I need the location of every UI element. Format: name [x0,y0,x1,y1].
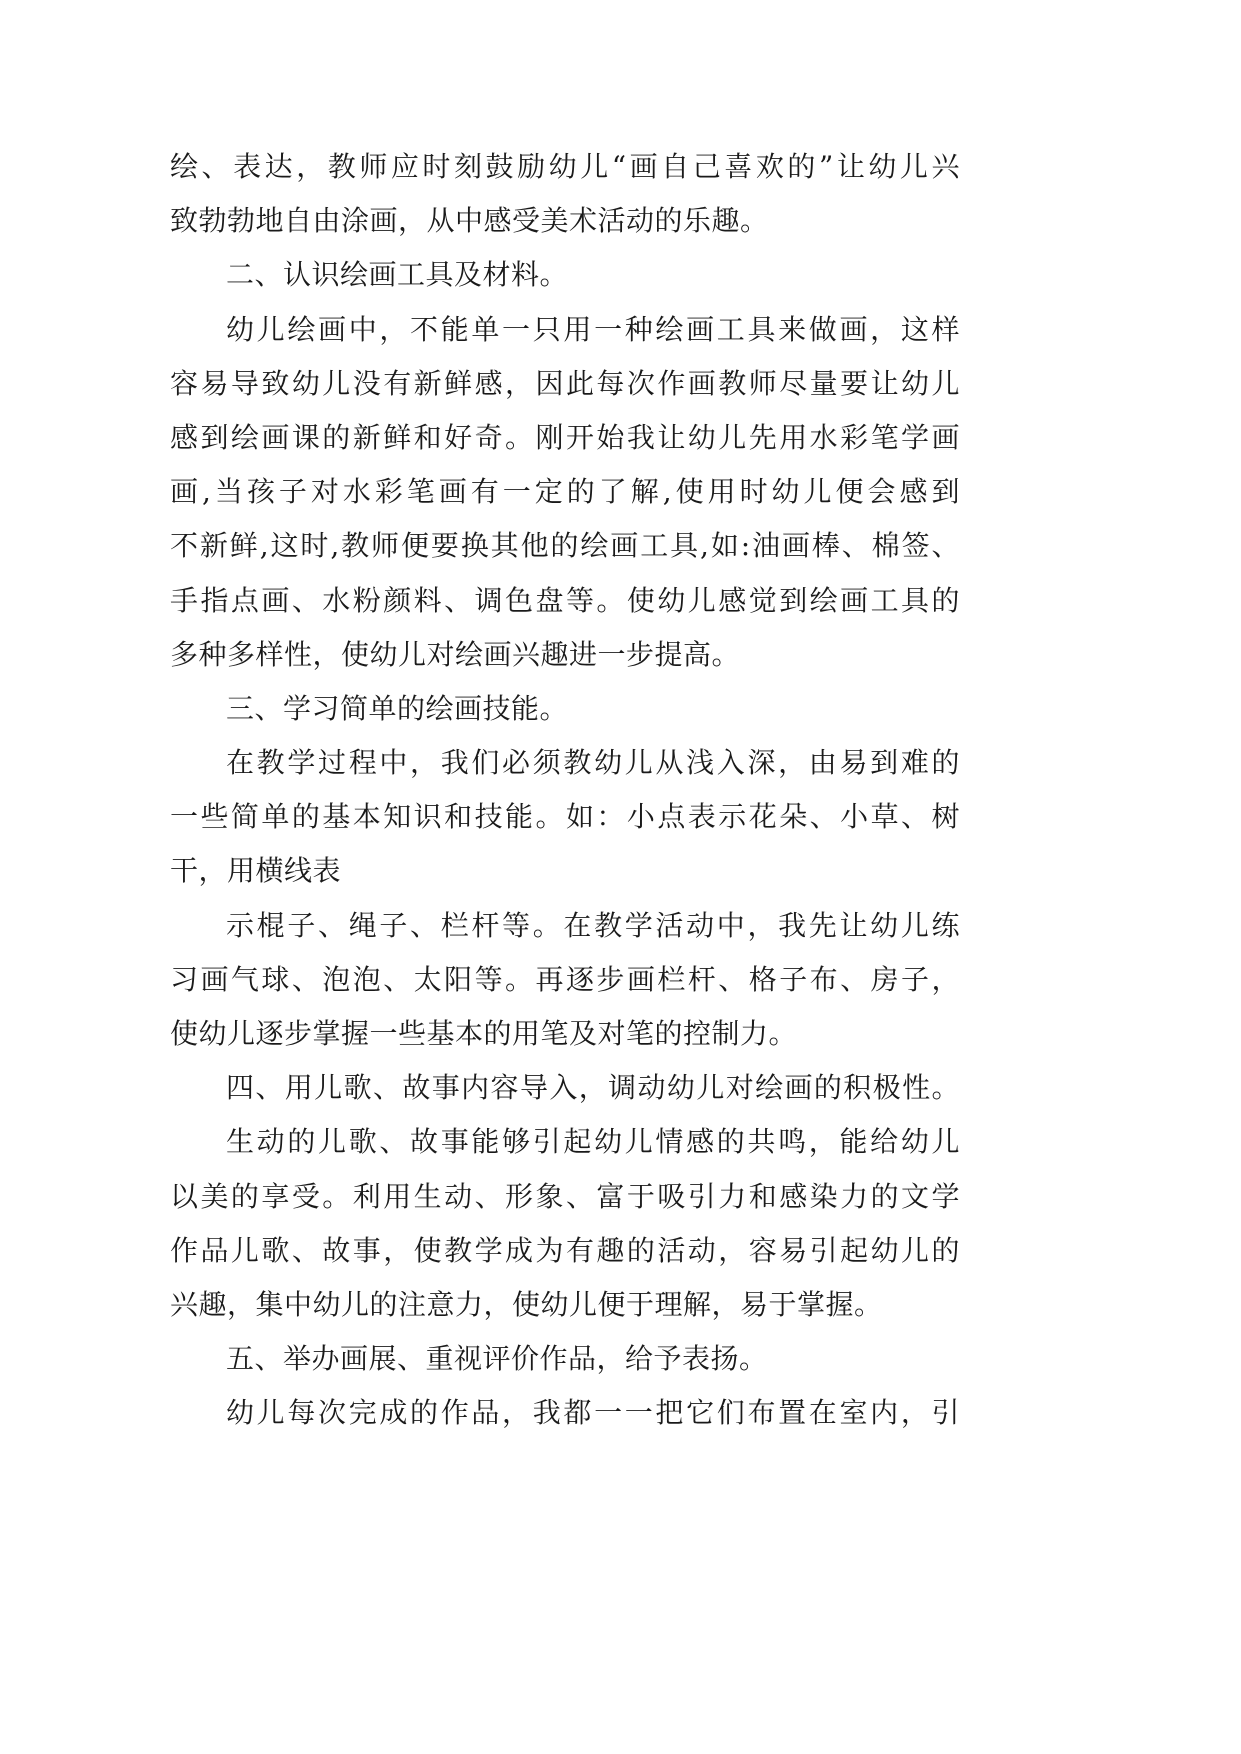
text-line: 生动的儿歌、故事能够引起幼儿情感的共鸣，能给幼儿 [226,1125,960,1159]
text-line: 兴趣，集中幼儿的注意力，使幼儿便于理解，易于掌握。 [170,1287,883,1321]
text-line: 使幼儿逐步掌握一些基本的用笔及对笔的控制力。 [170,1017,798,1050]
text-line: 以美的享受。利用生动、形象、富于吸引力和感染力的文学 [170,1179,960,1213]
text-line: 作品儿歌、故事，使教学成为有趣的活动，容易引起幼儿的 [170,1233,960,1267]
text-line: 四、用儿歌、故事内容导入，调动幼儿对绘画的积极性。 [226,1071,960,1105]
text-line: 干，用横线表 [170,854,342,888]
text-line: 在教学过程中，我们必须教幼儿从浅入深，由易到难的 [226,746,960,780]
text-line: 三、学习简单的绘画技能。 [226,691,569,725]
text-line: 幼儿每次完成的作品，我都一一把它们布置在室内，引 [226,1396,960,1430]
text-line: 画,当孩子对水彩笔画有一定的了解,使用时幼儿便会感到 [170,475,960,509]
text-line: 二、认识绘画工具及材料。 [226,258,569,292]
text-line: 容易导致幼儿没有新鲜感，因此每次作画教师尽量要让幼儿 [170,366,960,400]
text-line: 不新鲜,这时,教师便要换其他的绘画工具,如:油画棒、棉签、 [170,529,960,563]
text-line: 示棍子、绳子、栏杆等。在教学活动中，我先让幼儿练 [226,908,960,942]
text-line: 绘、表达，教师应时刻鼓励幼儿“画自己喜欢的”让幼儿兴 [170,150,960,183]
text-line: 感到绘画课的新鲜和好奇。刚开始我让幼儿先用水彩笔学画 [170,420,960,454]
text-line: 致勃勃地自由涂画，从中感受美术活动的乐趣。 [170,204,769,238]
text-line: 五、举办画展、重视评价作品，给予表扬。 [226,1342,768,1376]
text-line: 幼儿绘画中，不能单一只用一种绘画工具来做画，这样 [226,312,960,346]
text-line: 手指点画、水粉颜料、调色盘等。使幼儿感觉到绘画工具的 [170,583,960,617]
text-line: 多种多样性，使幼儿对绘画兴趣进一步提高。 [170,637,741,671]
document-body [170,140,960,1441]
text-line: 一些简单的基本知识和技能。如：小点表示花朵、小草、树 [170,800,960,834]
text-line: 习画气球、泡泡、太阳等。再逐步画栏杆、格子布、房子， [170,962,960,996]
